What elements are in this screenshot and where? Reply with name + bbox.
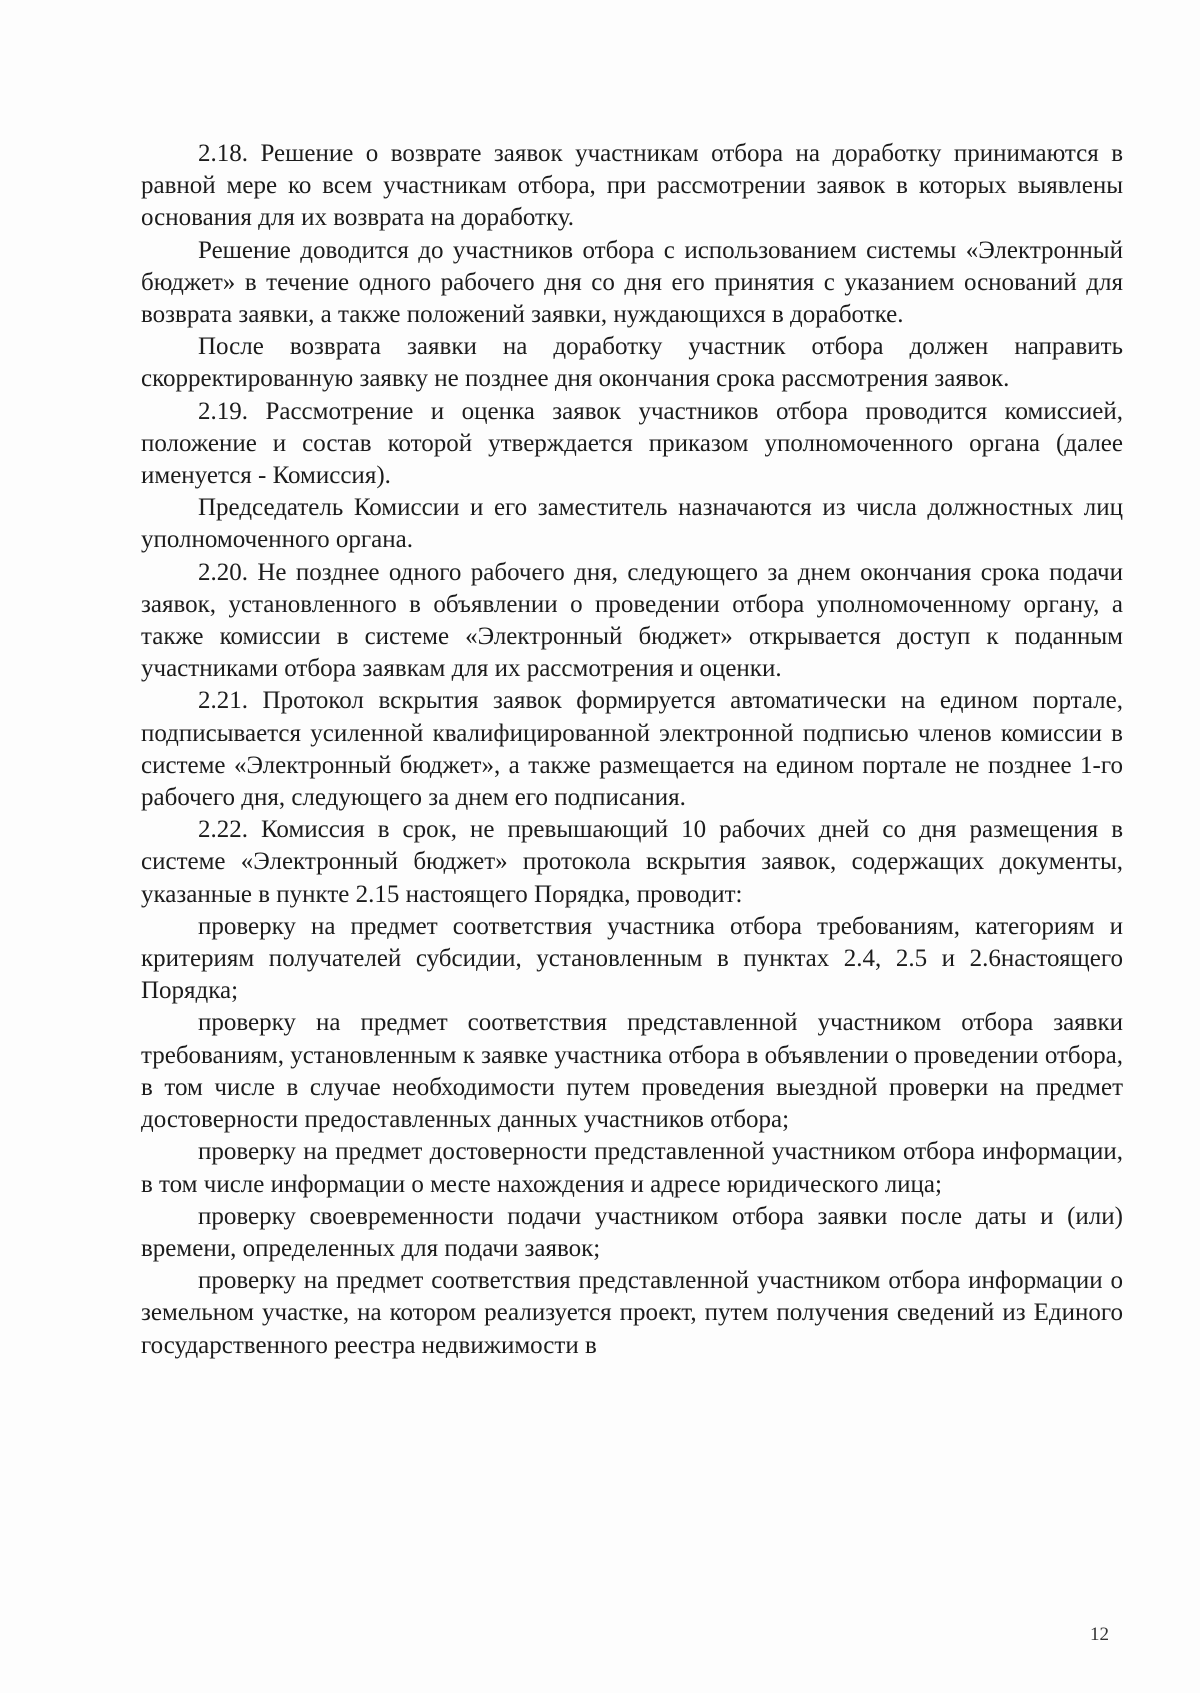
paragraph-2-22: 2.22. Комиссия в срок, не превышающий 10 рабочих дней со дня размещения в системе «Электронный бюджет» протокола вскрытия заявок, содержащих документы, указанные в пункте 2.15 настоящего Порядка, проводит: bbox=[141, 816, 1123, 908]
list-item-check-timeliness: проверку своевременности подачи участником отбора заявки после даты и (или) времени, определенных для подачи заявок; bbox=[141, 1202, 1123, 1262]
paragraph-commission-chair: Председатель Комиссии и его заместитель назначаются из числа должностных лиц уполномоченного органа. bbox=[141, 494, 1123, 554]
list-item-check-land-plot: проверку на предмет соответствия представленной участником отбора информации о земельном участке, на котором реализуется проект, путем получения сведений из Единого государственного реестра недвижимости в bbox=[141, 1267, 1123, 1359]
paragraph-2-19: 2.19. Рассмотрение и оценка заявок участников отбора проводится комиссией, положение и состав которой утверждается приказом уполномоченного органа (далее именуется - Комиссия). bbox=[141, 397, 1123, 490]
paragraph-decision-notice: Решение доводится до участников отбора с использованием системы «Электронный бюджет» в течение одного рабочего дня со дня его принятия с указанием оснований для возврата заявки, а также положений заявки, нуждающихся в доработке. bbox=[141, 236, 1123, 329]
list-item-check-reliability: проверку на предмет достоверности представленной участником отбора информации, в том числе информации о месте нахождения и адресе юридического лица; bbox=[141, 1138, 1123, 1198]
list-item-check-application: проверку на предмет соответствия представленной участником отбора заявки требованиям, установленным к заявке участника отбора в объявлении о проведении отбора, в том числе в случае необходимости путем проведения выездной проверки на предмет достоверности предоставленных данных участников отбора; bbox=[141, 1009, 1123, 1134]
page-number: 12 bbox=[1090, 1624, 1109, 1645]
paragraph-2-21: 2.21. Протокол вскрытия заявок формируется автоматически на едином портале, подписывается усиленной квалифицированной электронной подписью членов комиссии в системе «Электронный бюджет», а также размещается на едином портале не позднее 1-го рабочего дня, следующего за днем его подписания. bbox=[141, 687, 1123, 812]
paragraph-2-20: 2.20. Не позднее одного рабочего дня, следующего за днем окончания срока подачи заявок, установленного в объявлении о проведении отбора уполномоченному органу, а также комиссии в системе «Электронный бюджет» открывается доступ к поданным участниками отбора заявкам для их рассмотрения и оценки. bbox=[141, 558, 1123, 683]
paragraph-2-18: 2.18. Решение о возврате заявок участникам отбора на доработку принимаются в равной мере ко всем участникам отбора, при рассмотрении заявок в которых выявлены основания для их возврата на доработку. bbox=[141, 140, 1123, 232]
document-body bbox=[141, 138, 1123, 1362]
list-item-check-requirements: проверку на предмет соответствия участника отбора требованиям, категориям и критериям получателей субсидии, установленным в пунктах 2.4, 2.5 и 2.6настоящего Порядка; bbox=[141, 912, 1123, 1005]
paragraph-resubmission: После возврата заявки на доработку участник отбора должен направить скорректированную заявку не позднее дня окончания срока рассмотрения заявок. bbox=[141, 333, 1123, 393]
